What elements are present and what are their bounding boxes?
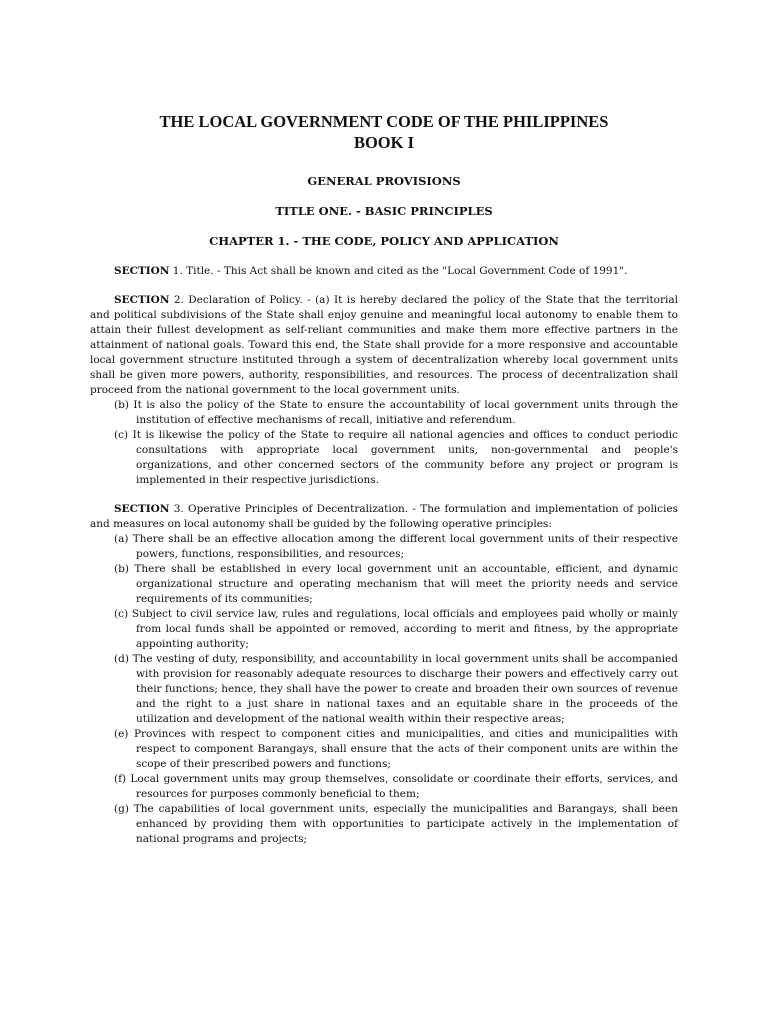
section-1-paragraph: [90, 264, 678, 279]
section-3-item-b: (b) There shall be established in every local government unit an accountable, efficient, and dynamic organizational structure and operating mechanism that will meet the priority needs and service requirements of its communities;: [114, 563, 678, 605]
section-3-item-a: (a) There shall be an effective allocation among the different local government units of their respective powers, functions, responsibilities, and resources;: [114, 533, 678, 560]
section-2-item-b: (b) It is also the policy of the State to ensure the accountability of local government units through the institution of effective mechanisms of recall, initiative and referendum.: [114, 399, 678, 426]
general-provisions-heading: GENERAL PROVISIONS: [307, 174, 461, 188]
section-2-item-c: (c) It is likewise the policy of the State to require all national agencies and offices to conduct periodic consultations with appropriate local government units, non-governmental and people's organizations, and other concerned sectors of the community before any project or program is implemented in their respective jurisdictions.: [114, 429, 678, 486]
section-label: SECTION: [114, 265, 170, 277]
section-3-item-d: (d) The vesting of duty, responsibility, and accountability in local government units shall be accompanied with provision for reasonably adequate resources to discharge their powers and effectively carry out their functions; hence, they shall have the power to create and broaden their own sources of revenue and the right to a just share in national taxes and an equitable share in the proceeds of the utilization and development of the national wealth within their respective areas;: [114, 653, 678, 725]
section-3: [90, 502, 678, 847]
section-3-paragraph: [90, 502, 678, 532]
section-3-text: 3. Operative Principles of Decentralization. - The formulation and implementation of policies and measures on local autonomy shall be guided by the following operative principles:: [90, 503, 678, 530]
book-title: BOOK I: [353, 133, 415, 152]
section-3-item-g: (g) The capabilities of local government units, especially the municipalities and Barangays, shall been enhanced by providing them with opportunities to participate actively in the implementation of national programs and projects;: [114, 803, 678, 845]
section-2-text: 2. Declaration of Policy. - (a) It is hereby declared the policy of the State that the territorial and political subdivisions of the State shall enjoy genuine and meaningful local autonomy to enable them to attain their fullest development as self-reliant communities and make them more effective partners in the attainment of national goals. Toward this end, the State shall provide for a more responsive and accountable local government structure instituted through a system of decentralization whereby local government units shall be given more powers, authority, responsibilities, and resources. The process of decentralization shall proceed from the national government to the local government units.: [90, 294, 678, 396]
section-3-item-e: (e) Provinces with respect to component cities and municipalities, and cities and municipalities with respect to component Barangays, shall ensure that the acts of their component units are within the scope of their prescribed powers and functions;: [114, 728, 678, 770]
section-2-paragraph: [90, 293, 678, 398]
section-3-item-c: (c) Subject to civil service law, rules and regulations, local officials and employees paid wholly or mainly from local funds shall be appointed or removed, according to merit and fitness, by the appropriate appointing authority;: [114, 608, 678, 650]
section-3-item-f: (f) Local government units may group themselves, consolidate or coordinate their efforts, services, and resources for purposes commonly beneficial to them;: [114, 773, 678, 800]
section-label: SECTION: [114, 503, 170, 515]
title-one-heading: TITLE ONE. - BASIC PRINCIPLES: [275, 204, 493, 218]
document-title: THE LOCAL GOVERNMENT CODE OF THE PHILIPPINES: [159, 112, 609, 131]
section-label: SECTION: [114, 294, 170, 306]
chapter-heading: CHAPTER 1. - THE CODE, POLICY AND APPLICATION: [209, 234, 559, 248]
section-1-text: 1. Title. - This Act shall be known and cited as the "Local Government Code of 1991".: [169, 265, 628, 277]
section-1: [90, 264, 678, 279]
section-2: [90, 293, 678, 488]
